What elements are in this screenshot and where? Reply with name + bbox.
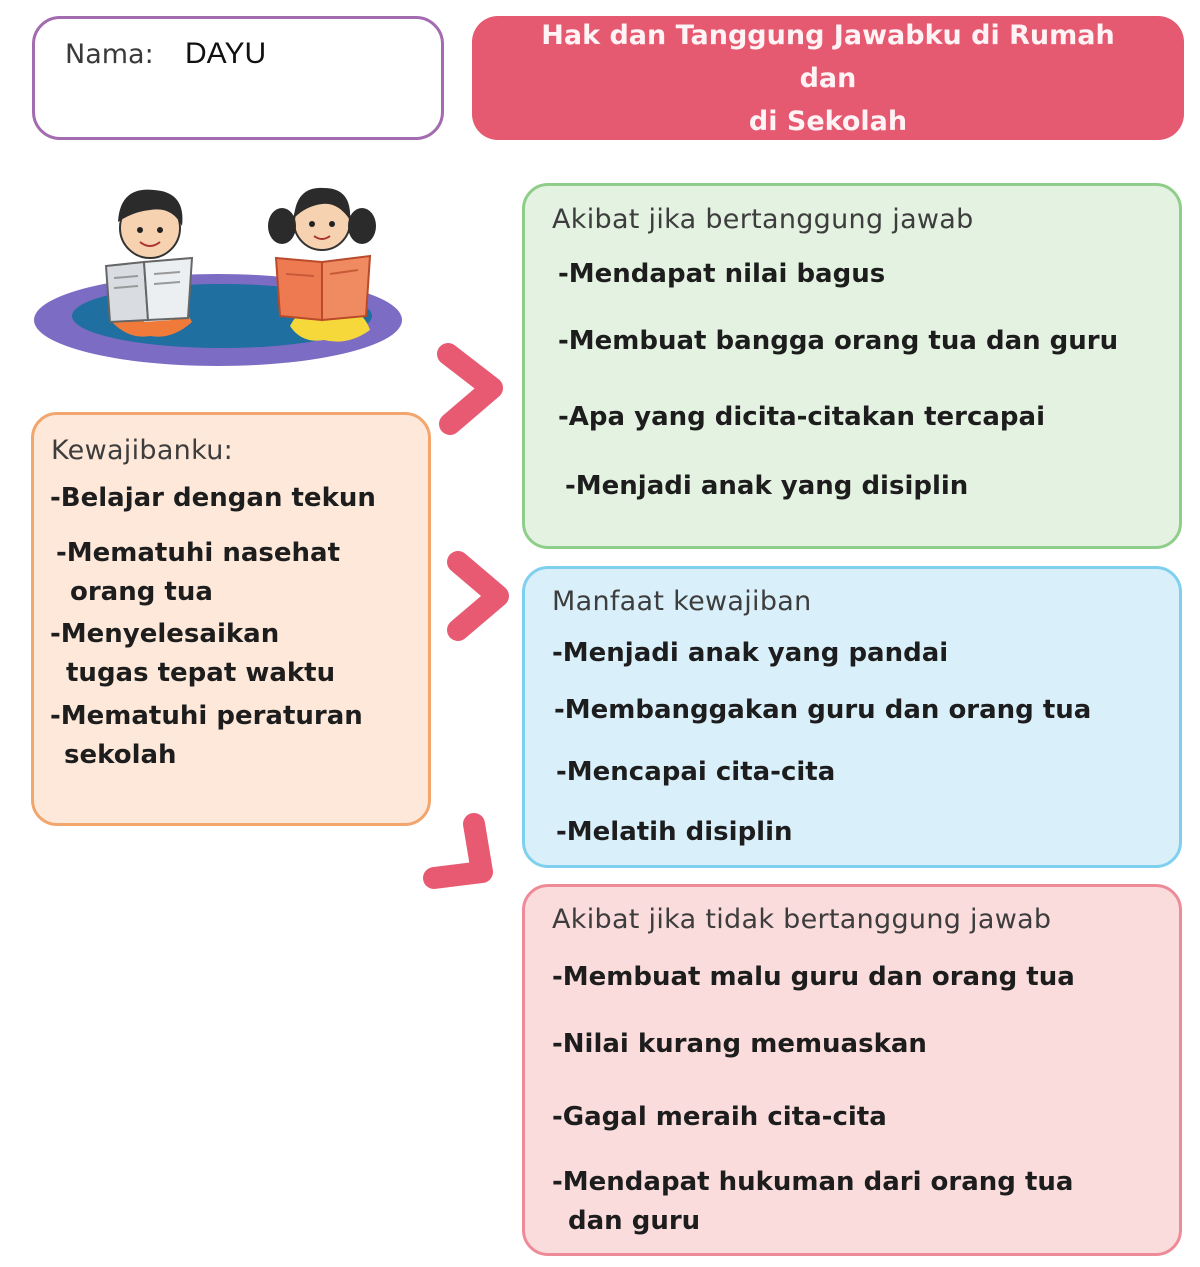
list-item: -Melatih disiplin bbox=[556, 817, 793, 847]
name-card bbox=[32, 16, 444, 140]
list-item: -Mendapat nilai bagus bbox=[558, 259, 886, 289]
benefits-card bbox=[522, 566, 1182, 868]
irresponsible-consequences-card bbox=[522, 884, 1182, 1256]
list-item: -Membuat malu guru dan orang tua bbox=[552, 962, 1075, 992]
list-item: -Apa yang dicita-citakan tercapai bbox=[558, 402, 1046, 432]
list-item: -Menyelesaikan bbox=[50, 619, 280, 649]
benefits-heading: Manfaat kewajiban bbox=[552, 586, 812, 617]
list-item: -Mencapai cita-cita bbox=[556, 757, 836, 787]
arrow-right-icon bbox=[440, 548, 516, 644]
name-value: DAYU bbox=[185, 37, 267, 70]
duties-heading: Kewajibanku: bbox=[51, 435, 234, 466]
responsible-consequences-card bbox=[522, 183, 1182, 549]
list-item: -Mematuhi nasehat bbox=[56, 538, 340, 568]
list-item: dan guru bbox=[568, 1206, 701, 1236]
responsible-heading: Akibat jika bertanggung jawab bbox=[552, 204, 974, 235]
irresponsible-heading: Akibat jika tidak bertanggung jawab bbox=[552, 904, 1052, 935]
two-children-reading-books-icon bbox=[32, 170, 406, 368]
duties-card bbox=[31, 412, 431, 826]
list-item: tugas tepat waktu bbox=[66, 658, 336, 688]
name-label: Nama: bbox=[65, 39, 154, 70]
title-banner bbox=[472, 16, 1184, 140]
list-item: -Mendapat hukuman dari orang tua bbox=[552, 1167, 1074, 1197]
list-item: -Menjadi anak yang disiplin bbox=[565, 471, 969, 501]
list-item: -Membanggakan guru dan orang tua bbox=[554, 695, 1092, 725]
list-item: -Membuat bangga orang tua dan guru bbox=[558, 326, 1119, 356]
list-item: -Menjadi anak yang pandai bbox=[552, 638, 949, 668]
list-item: -Belajar dengan tekun bbox=[50, 483, 376, 513]
title-line-1: Hak dan Tanggung Jawabku di Rumah dan bbox=[541, 19, 1115, 94]
arrow-down-right-icon bbox=[418, 808, 508, 898]
list-item: -Gagal meraih cita-cita bbox=[552, 1102, 887, 1132]
title-line-2: di Sekolah bbox=[748, 105, 908, 137]
list-item: -Mematuhi peraturan bbox=[50, 701, 363, 731]
list-item: sekolah bbox=[64, 740, 177, 770]
list-item: -Nilai kurang memuaskan bbox=[552, 1029, 927, 1059]
arrow-right-icon bbox=[430, 340, 510, 436]
page-title bbox=[512, 14, 1144, 143]
list-item: orang tua bbox=[70, 577, 213, 607]
boy-figure bbox=[106, 190, 192, 337]
